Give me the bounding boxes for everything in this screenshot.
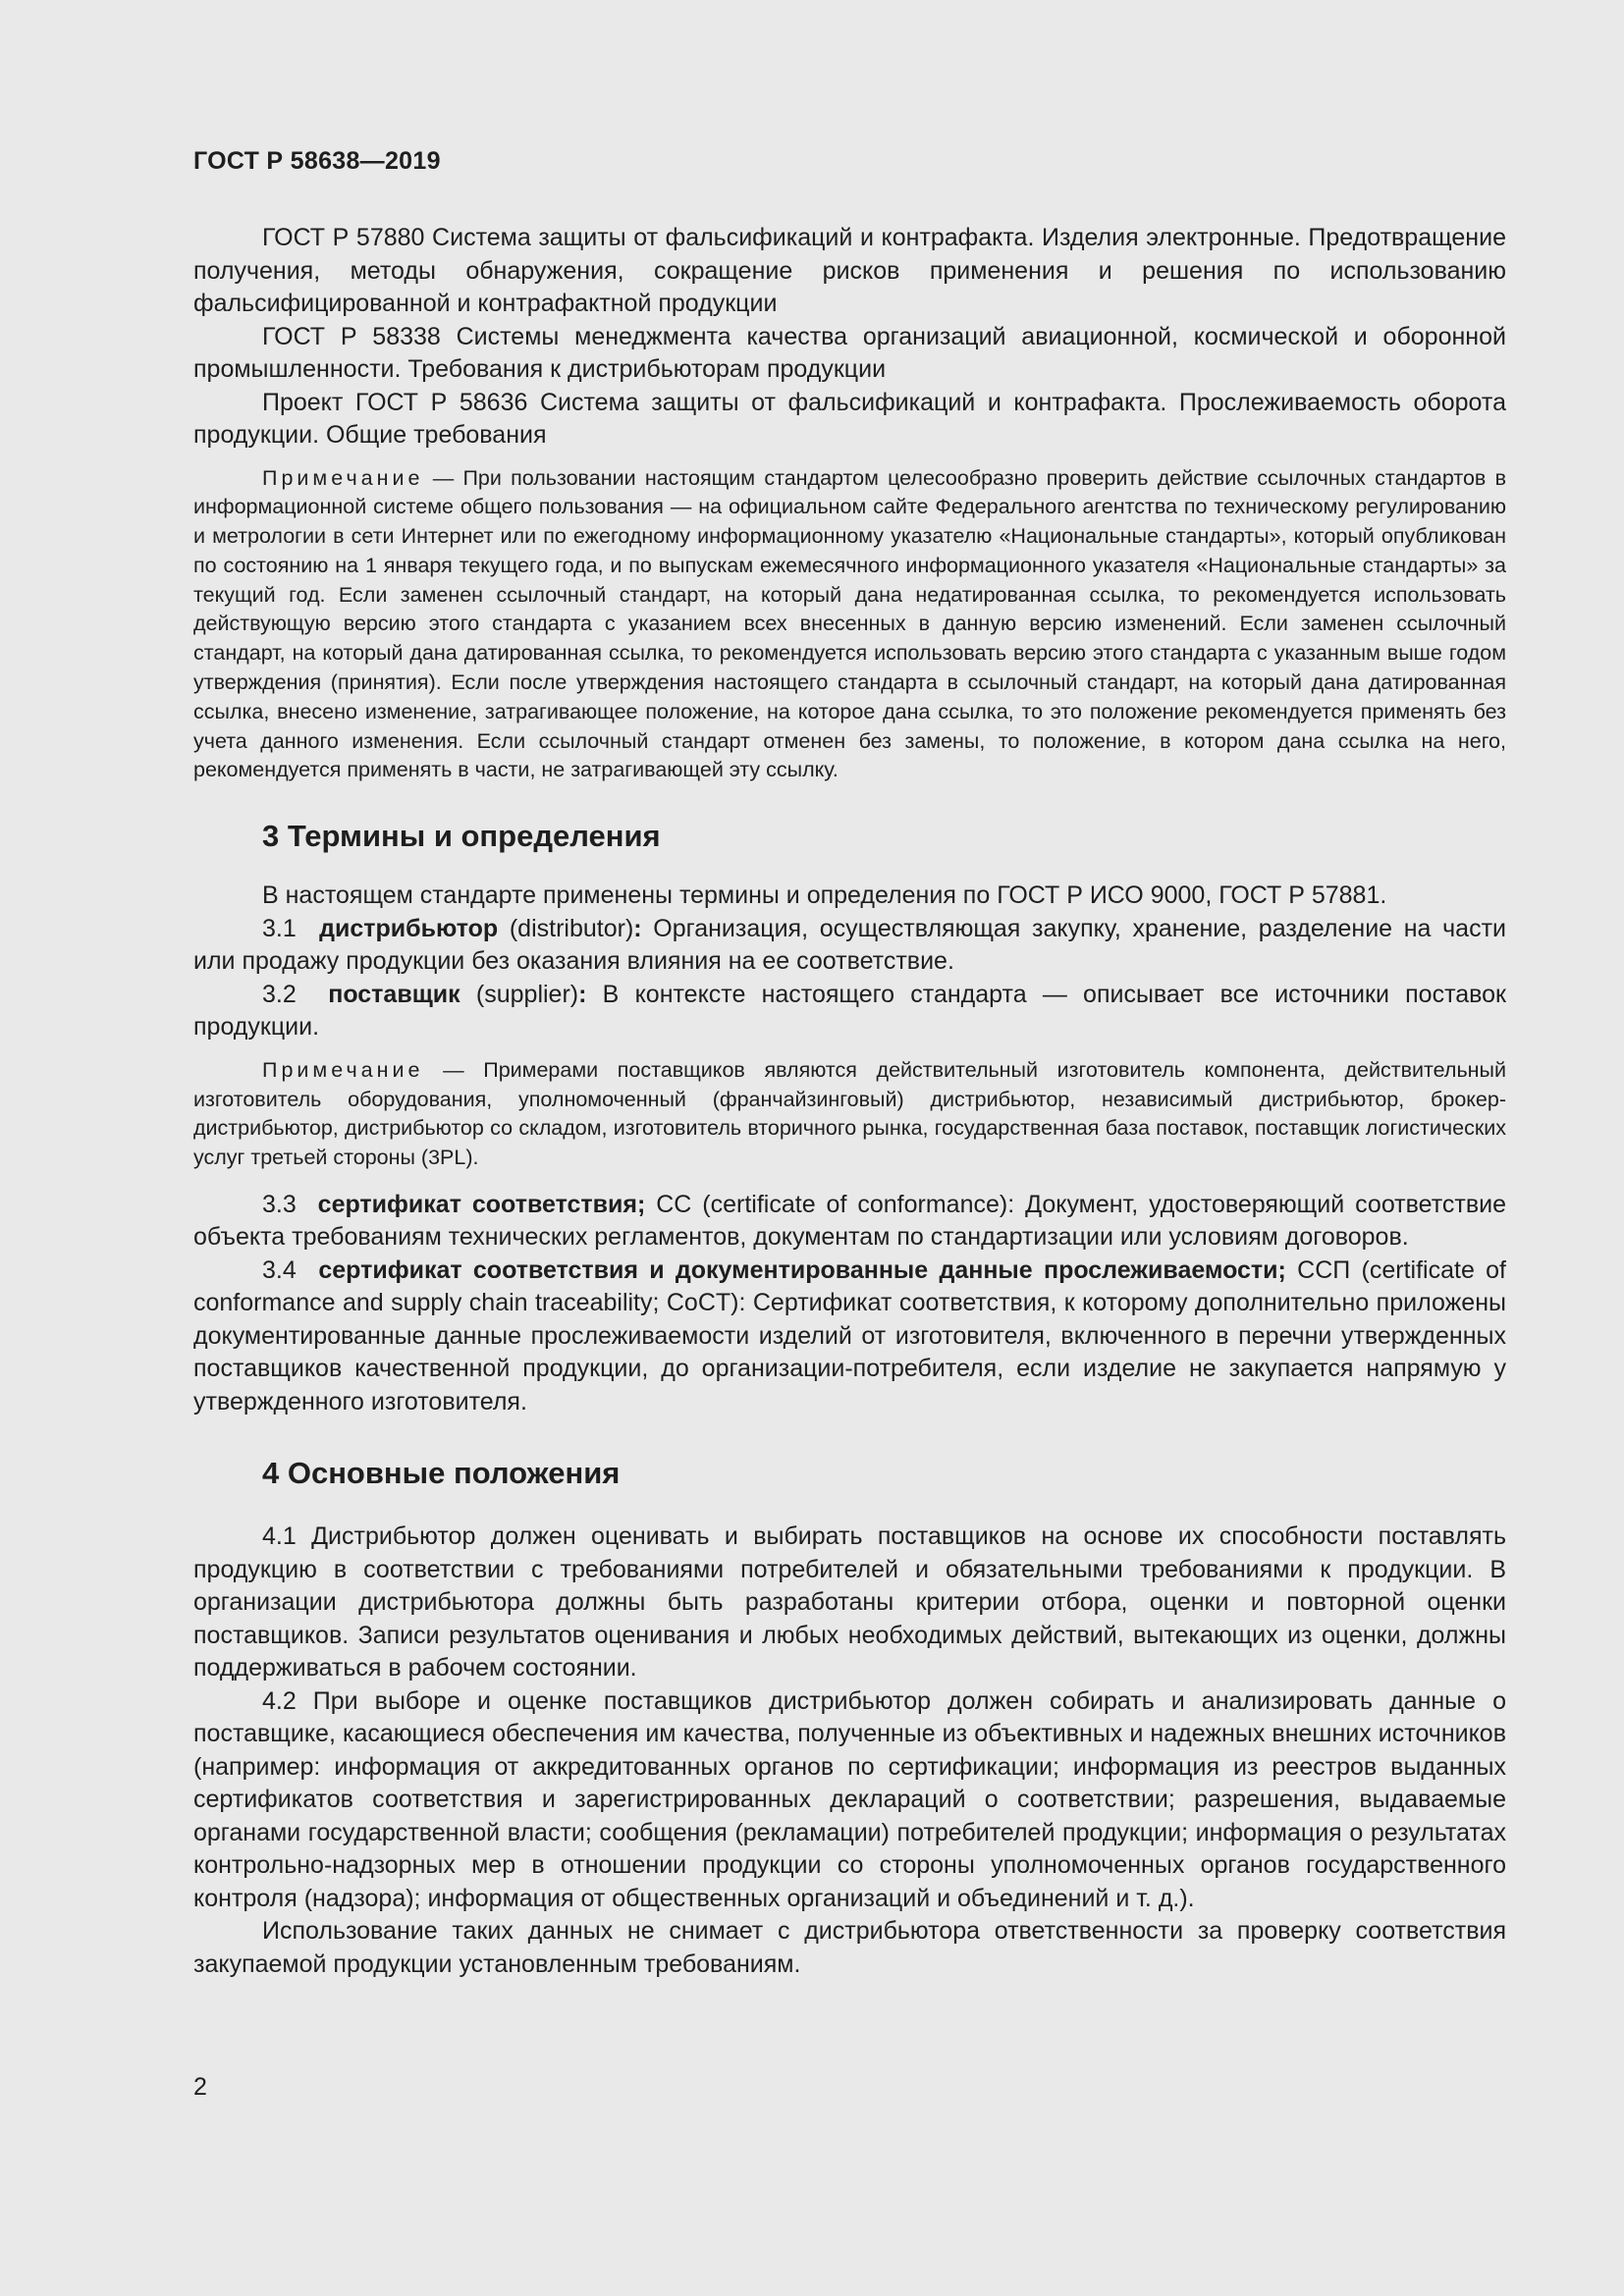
term-name: сертификат соответствия; [317,1190,646,1218]
term-definition: В контексте настоящего стандарта — описывает все источники поставок продукции. [193,980,1506,1041]
term-3-4 [193,1255,1506,1419]
term-number: 3.4 [262,1255,297,1284]
note-suppliers [193,1056,1506,1173]
term-name: поставщик [328,980,460,1008]
term-english: CC (certificate of conformance): [656,1190,1015,1218]
term-name: сертификат соответствия и документированные данные прослеживаемости; [318,1255,1286,1284]
term-3-2 [193,979,1506,1044]
reference-code: Проект ГОСТ Р 58636 [262,388,528,416]
term-colon: : [633,914,642,942]
reference-code: ГОСТ Р 57880 [262,224,425,251]
term-3-1 [193,913,1506,979]
term-number: 3.2 [262,980,297,1008]
clause-4-1: 4.1 Дистрибьютор должен оценивать и выбирать поставщиков на основе их способности поставлять продукцию в соответствии с требованиями потребителей и обязательными требованиями к продукции. В организации дистрибьютора должны быть разработаны критерии отбора, оценки и повторной оценки поставщиков. Записи результатов оценивания и любых необходимых действий, вытекающих из оценки, должны поддерживаться в рабочем состоянии. [193,1522,1506,1682]
section-4-heading: 4 Основные положения [262,1456,621,1491]
reference-title: Система защиты от фальсификаций и контрафакта. Прослеживаемость оборота продукции. Общие требования [193,388,1506,449]
section-3-heading: 3 Термины и определения [262,819,661,854]
term-english: (distributor) [509,914,634,942]
term-number: 3.3 [262,1190,297,1218]
page-number: 2 [193,2073,207,2101]
document-body [193,222,1506,1981]
term-colon: : [578,980,587,1008]
section-3-intro: В настоящем стандарте применены термины и определения по ГОСТ Р ИСО 9000, ГОСТ Р 57881. [262,881,1387,910]
note-references [193,464,1506,786]
note-text: — При пользовании настоящим стандартом целесообразно проверить действие ссылочных стандартов в информационной системе общего пользования — на официальном сайте Федерального агентства по техническому регулированию и метрологии в сети Интернет или по ежегодному информационному указателю «Национальные стандарты», который опубликован по состоянию на 1 января текущего года, и по выпускам ежемесячного информационного указателя «Национальные стандарты» за текущий год. Если заменен ссылочный стандарт, на который дана недатированная ссылка, то рекомендуется использовать действующую версию этого стандарта с указанием всех внесенных в данную версию изменений. Если заменен ссылочный стандарт, на который дана датированная ссылка, то рекомендуется использовать версию этого стандарта с указанным выше годом утверждения (принятия). Если после утверждения настоящего стандарта в ссылочный стандарт, на который дана датированная ссылка, внесено изменение, затрагивающее положение, на которое дана ссылка, то это положение рекомендуется применять без учета данного изменения. Если ссылочный стандарт отменен без замены, то положение, в котором дана ссылка на него, рекомендуется применять в части, не затрагивающей эту ссылку. [193,465,1506,782]
term-name: дистрибьютор [319,914,499,942]
clause-4-2: 4.2 При выборе и оценке поставщиков дистрибьютор должен собирать и анализировать данные о поставщике, касающиеся обеспечения им качества, полученные из объективных и надежных внешних источников (например: информация от аккредитованных органов по сертификации; информация из реестров выданных сертификатов соответствия и зарегистрированных деклараций о соответствии; разрешения, выдаваемые органами государственной власти; сообщения (рекламации) потребителей продукции; информация о результатах контрольно-надзорных мер в отношении продукции со стороны уполномоченных органов государственного контроля (надзора); информация от общественных организаций и объединений и т. д.). [193,1686,1506,1912]
note-label: Примечание [262,1057,424,1082]
term-3-3 [193,1189,1506,1255]
reference-item [193,321,1506,387]
term-number: 3.1 [262,914,297,942]
reference-item [193,222,1506,321]
term-english: (supplier) [475,980,579,1008]
reference-title: Система защиты от фальсификаций и контрафакта. Изделия электронные. Предотвращение получения, методы обнаружения, сокращение рисков применения и решения по использованию фальсифицированной и контрафактной продукции [193,224,1506,317]
clause-4-2-continuation: Использование таких данных не снимает с дистрибьютора ответственности за проверку соответствия закупаемой продукции установленным требованиям. [193,1917,1506,1978]
reference-code: ГОСТ Р 58338 [262,322,441,350]
note-text: — Примерами поставщиков являются действительный изготовитель компонента, действительный изготовитель оборудования, уполномоченный (франчайзинговый) дистрибьютор, независимый дистрибьютор, брокер-дистрибьютор, дистрибьютор со складом, изготовитель вторичного рынка, государственная база поставок, поставщик логистических услуг третьей стороны (3PL). [193,1057,1506,1170]
term-english: ССП (certificate of conformance and supply chain traceability; CoCT): [193,1255,1506,1317]
reference-title: Системы менеджмента качества организаций авиационной, космической и оборонной промышленности. Требования к дистрибьюторам продукции [193,322,1506,383]
term-definition: Организация, осуществляющая закупку, хранение, разделение на части или продажу продукции без оказания влияния на ее соответствие. [193,914,1506,976]
term-definition: Сертификат соответствия, к которому дополнительно приложены документированные данные прослеживаемости изделий от изготовителя, включенного в перечни утвержденных поставщиков качественной продукции, до организации-потребителя, если изделие не закупается напрямую у утвержденного изготовителя. [193,1289,1506,1415]
term-definition: Документ, удостоверяющий соответствие объекта требованиям технических регламентов, документам по стандартизации или условиям договоров. [193,1190,1506,1252]
reference-item [193,387,1506,453]
document-header: ГОСТ Р 58638—2019 [193,147,441,175]
note-label: Примечание [262,465,424,490]
